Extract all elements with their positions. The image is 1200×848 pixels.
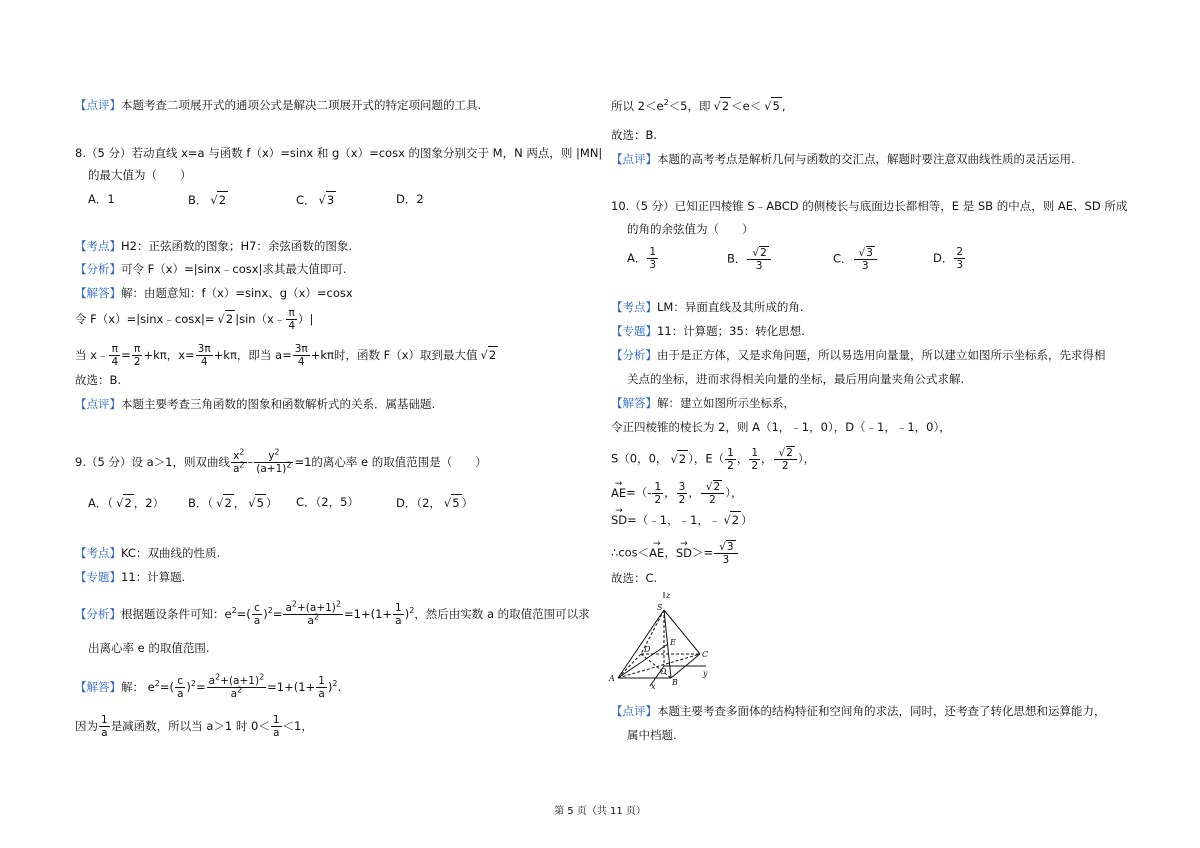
fig-label-e: E bbox=[670, 638, 676, 647]
q9-stem: 9.（5 分）设 a＞1，则双曲线 $\frac{x^2}{a^2}$ – $\frac{y^2}{(a+1)^2}$ =1的离心率 e 的取值范围是（ ） bbox=[75, 447, 487, 475]
q9-comment: 【点评】本题的高考考点是解析几何与函数的交汇点，解题时要注意双曲线性质的灵活运用. bbox=[611, 152, 1075, 166]
q10-stem-line2: 的角的余弦值为（ ） bbox=[627, 222, 754, 236]
q9-analysis: 【分析】根据题设条件可知：$e^2=$( $\frac{c}{a}$ )$^2$= $\frac{a^2+(a+1)^2}{a^2}$ =1+(1+ $\frac{1}{a}$ )$^2$，然后由实数 a 的取值范围可以求 bbox=[75, 599, 590, 627]
q7-comment: 【点评】本题考查二项展开式的通项公式是解决二项展开式的特定项问题的工具. bbox=[75, 98, 482, 112]
fig-label-z: z bbox=[666, 591, 671, 600]
q8-analysis: 【分析】可令 F（x）=|sinx﹣cosx|求其最大值即可. bbox=[75, 262, 347, 276]
q10-option-d: D． $\frac{2}{3}$ bbox=[933, 246, 964, 271]
q8-option-b: B．√ 2 bbox=[188, 191, 228, 208]
fig-label-s: S bbox=[657, 603, 663, 612]
q10-stem-line1: 10.（5 分）已知正四棱锥 S﹣ABCD 的侧棱长与底面边长都相等，E 是 SB 的中点，则 AE、SD 所成 bbox=[611, 199, 1128, 213]
fig-label-x: x bbox=[651, 682, 656, 690]
q8-knowledge: 【考点】H2：正弦函数的图象；H7：余弦函数的图象. bbox=[75, 239, 353, 253]
page-footer: 第 5 页（共 11 页） bbox=[554, 806, 646, 817]
q9-analysis-line2: 出离心率 e 的取值范围. bbox=[88, 641, 210, 655]
q10-option-b: B． √ $\frac{2}{3}$ bbox=[727, 246, 772, 272]
fig-label-b: B bbox=[672, 678, 678, 687]
q10-cos: ∴cos＜→ AE，→ SD＞= √ $\frac{3}{3}$ bbox=[611, 540, 739, 566]
fig-label-c: C bbox=[702, 650, 709, 659]
comment-tag: 【点评】 bbox=[75, 98, 121, 112]
q10-vector-sd: → SD=（﹣1，﹣1，﹣√ 2 ） bbox=[611, 511, 753, 528]
fig-label-o: O bbox=[660, 667, 667, 676]
q8-solution: 【解答】解：由题意知：f（x）=sinx、g（x）=cosx bbox=[75, 286, 353, 300]
q8-stem-line2: 的最大值为（ ） bbox=[88, 168, 192, 182]
q9-select: 故选：B. bbox=[611, 128, 658, 142]
q10-analysis: 【分析】由于是正方体，又是求角问题，所以易选用向量量，所以建立如图所示坐标系，先求得相 bbox=[611, 348, 1106, 362]
q10-solution: 【解答】解：建立如图所示坐标系， bbox=[611, 396, 795, 410]
q8-option-c: C．√ 3 bbox=[296, 191, 336, 208]
q10-option-c: C． √ $\frac{3}{3}$ bbox=[833, 246, 878, 272]
q10-select: 故选：C. bbox=[611, 571, 658, 585]
fig-label-y: y bbox=[703, 669, 708, 678]
q8-option-a: A．1 bbox=[88, 192, 115, 206]
q10-coords-1: 令正四棱锥的棱长为 2，则 A（1，﹣1，0），D（﹣1，﹣1，0）， bbox=[611, 420, 951, 434]
q9-option-d: D．（2，√ 5 ） bbox=[396, 494, 473, 511]
q9-solution: 【解答】解： $e^2=$( $\frac{c}{a}$ )$^2$= $\frac{a^2+(a+1)^2}{a^2}$ =1+(1+ $\frac{1}{a}$ )$^2$. bbox=[75, 672, 342, 700]
q8-solution-line2: 当 x﹣ $\frac{\pi}{4}$ = $\frac{\pi}{2}$ +kπ，x= $\frac{3\pi}{4}$ +kπ，即当 a= $\frac{3\pi}{4}$ +kπ时，函数 F（x）取到最大值√ 2 bbox=[75, 343, 498, 368]
q9-solution-line2: 因为 $\frac{1}{a}$ 是减函数，所以当 a＞1 时 0＜ $\frac{1}{a}$ ＜1， bbox=[75, 714, 313, 739]
q10-analysis-line2: 关点的坐标，进而求得相关向量的坐标，最后用向量夹角公式求解. bbox=[627, 372, 965, 386]
q10-coords-2: S（0，0，√ 2 ），E（ $\frac{1}{2}$ ， $\frac{1}{2}$ ， √ $\frac{2}{2}$ ）， bbox=[611, 446, 815, 472]
q10-option-a: A． $\frac{1}{3}$ bbox=[627, 246, 657, 271]
q10-topic: 【专题】11：计算题；35：转化思想. bbox=[611, 324, 805, 338]
q8-option-d: D．2 bbox=[396, 192, 424, 206]
q8-stem-line1: 8.（5 分）若动直线 x=a 与函数 f（x）=sinx 和 g（x）=cosx 的图象分别交于 M，N 两点，则 |MN| bbox=[75, 146, 603, 160]
q9-option-c: C．（2，5） bbox=[296, 495, 359, 509]
q10-vector-ae: → AE=（- $\frac{1}{2}$ ， $\frac{3}{2}$ ， √ $\frac{2}{2}$ ）， bbox=[611, 480, 742, 506]
fig-label-a: A bbox=[609, 674, 615, 683]
pyramid-figure bbox=[606, 590, 716, 690]
q9-knowledge: 【考点】KC：双曲线的性质. bbox=[75, 546, 221, 560]
q10-comment: 【点评】本题主要考查多面体的结构特征和空间角的求法，同时，还考查了转化思想和运算能力， bbox=[611, 704, 1106, 718]
q8-solution-line1: 令 F（x）=|sinx﹣cosx|=√ 2 |sin（x﹣ $\frac{\pi}{4}$ ）| bbox=[75, 307, 313, 332]
q9-topic: 【专题】11：计算题. bbox=[75, 570, 186, 584]
q9-option-a: A．（√ 2 ，2） bbox=[88, 494, 164, 511]
q10-knowledge: 【考点】LM：异面直线及其所成的角. bbox=[611, 300, 804, 314]
q10-comment-line2: 属中档题. bbox=[627, 728, 677, 742]
q8-select: 故选：B. bbox=[75, 373, 122, 387]
q9-solution-cont: 所以 $2<e^2<5$，即√ 2 ＜e＜√ 5 , bbox=[611, 97, 786, 114]
q9-option-b: B．（√ 2 ，√ 5 ） bbox=[188, 494, 277, 511]
q8-comment: 【点评】本题主要考查三角函数的图象和函数解析式的关系．属基础题. bbox=[75, 397, 436, 411]
fig-label-d: D bbox=[644, 645, 651, 654]
